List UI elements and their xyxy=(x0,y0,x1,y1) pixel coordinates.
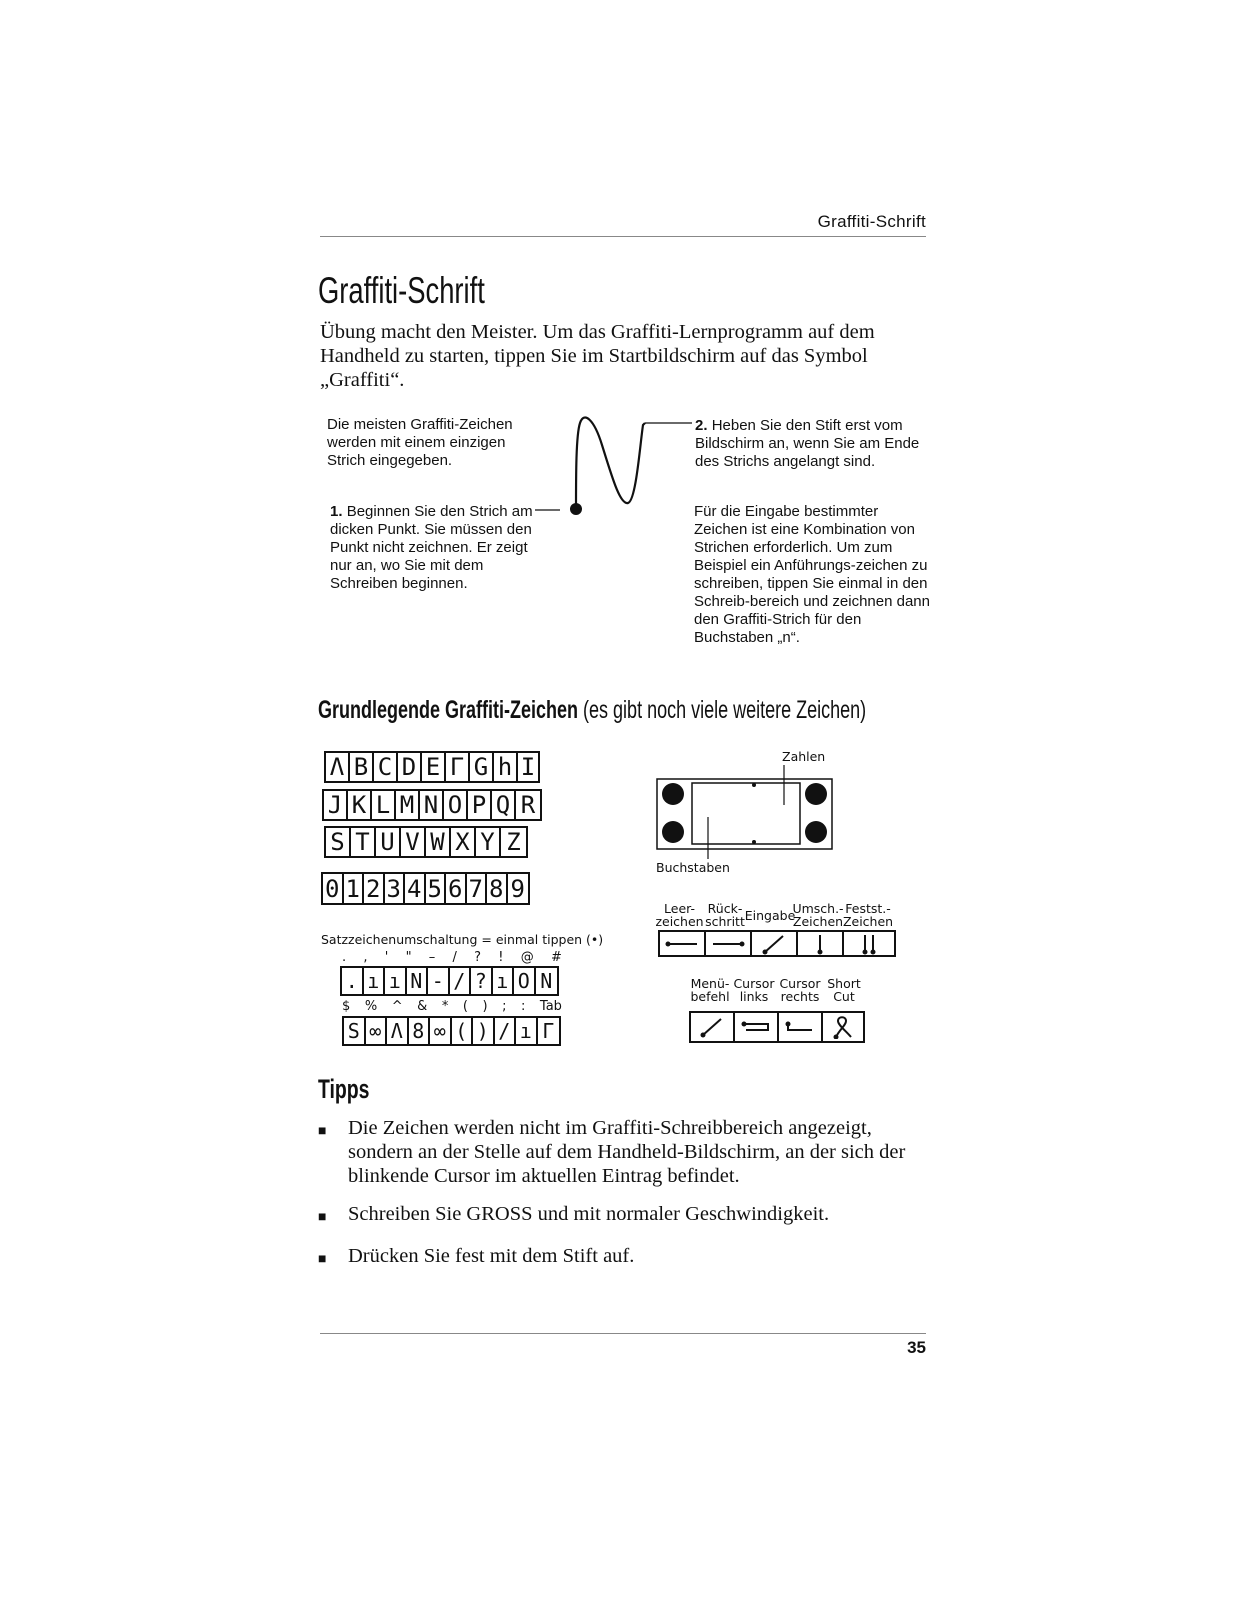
punct-label: ! xyxy=(498,950,504,965)
punctuation-shift-label: Satzzeichenumschaltung = einmal tippen (•) xyxy=(321,932,604,947)
glyph-cell: M xyxy=(396,791,420,819)
command-labels-2 xyxy=(688,977,864,1003)
punct-label: ; xyxy=(502,999,507,1014)
writing-area-diagram xyxy=(650,745,850,880)
punct-label: $ xyxy=(342,999,351,1014)
cmd-label: Rück- schritt xyxy=(705,901,745,929)
list-item xyxy=(318,1116,938,1188)
letters-label: Buchstaben xyxy=(656,860,730,875)
glyph-cell: 3 xyxy=(385,874,406,903)
glyph-cell: . xyxy=(342,968,364,994)
tips-heading: Tipps xyxy=(318,1074,370,1104)
glyph-cell: 4 xyxy=(405,874,426,903)
corner-dot-icon xyxy=(805,821,827,843)
glyph-cell: I xyxy=(520,753,536,781)
tip-text: Die Zeichen werden nicht im Graffiti-Schreibbereich angezeigt, sondern an der Stelle auf dem Handheld-Bildschirm, an der sich der blinkende Cursor im aktuellen Eintrag befindet. xyxy=(348,1117,906,1187)
glyph-cell: ∞ xyxy=(430,1018,452,1044)
square-bullet-icon: ■ xyxy=(318,1124,327,1139)
note-single-stroke: Die meisten Graffiti-Zeichen werden mit einem einzigen Strich eingegeben. xyxy=(327,416,513,469)
running-head: Graffiti-Schrift xyxy=(817,212,926,231)
glyph-cell: O xyxy=(514,968,536,994)
glyph-cell: Λ xyxy=(326,753,350,781)
punctuation-top-labels xyxy=(342,950,562,965)
glyph-cell: Λ xyxy=(387,1018,409,1044)
punct-label: ' xyxy=(384,950,389,965)
punct-label: – xyxy=(428,950,436,965)
cmd-label: Cursor links xyxy=(733,976,775,1004)
glyph-cell: L xyxy=(372,791,396,819)
punct-label: & xyxy=(417,999,428,1014)
punct-label: # xyxy=(550,950,562,965)
glyph-cell: 7 xyxy=(467,874,488,903)
punct-label: . xyxy=(342,950,347,965)
glyph-cell: 5 xyxy=(426,874,447,903)
glyph-cell: 2 xyxy=(364,874,385,903)
punct-label: : xyxy=(520,999,526,1014)
list-item xyxy=(318,1202,938,1230)
glyph-cell: 8 xyxy=(409,1018,431,1044)
glyph-cell: 1 xyxy=(344,874,365,903)
square-bullet-icon: ■ xyxy=(318,1252,327,1267)
glyph-cell: E xyxy=(422,753,446,781)
glyph-cell: Y xyxy=(476,828,501,856)
glyph-cell: B xyxy=(350,753,374,781)
page-number: 35 xyxy=(907,1338,926,1357)
glyph-cell: h xyxy=(494,753,518,781)
backspace-stroke-icon xyxy=(706,932,752,955)
glyph-cell: ∞ xyxy=(366,1018,388,1044)
command-labels-1 xyxy=(656,902,893,928)
n-stroke-diagram xyxy=(520,405,710,525)
glyph-cell: N xyxy=(407,968,429,994)
glyph-cell: G xyxy=(470,753,494,781)
footer-rule xyxy=(320,1333,926,1334)
glyph-cell: 0 xyxy=(323,874,344,903)
subheading-light: (es gibt noch viele weitere Zeichen) xyxy=(583,696,867,724)
cursor-right-stroke-icon xyxy=(779,1013,823,1041)
tips-list xyxy=(318,1116,938,1286)
glyph-row-digits xyxy=(321,872,530,905)
glyph-cell: / xyxy=(450,968,472,994)
cmd-label: Menü- befehl xyxy=(690,976,730,1004)
punct-label: , xyxy=(363,950,368,965)
corner-dot-icon xyxy=(662,821,684,843)
divider-mark-icon xyxy=(752,783,756,787)
punct-label: / xyxy=(452,950,457,965)
corner-dot-icon xyxy=(805,783,827,805)
numbers-label: Zahlen xyxy=(782,749,826,764)
cmd-label: Leer- zeichen xyxy=(655,901,704,929)
cmd-label: Cursor rechts xyxy=(779,976,821,1004)
glyph-cell: V xyxy=(401,828,426,856)
glyph-cell: N xyxy=(540,969,553,993)
glyph-cell: K xyxy=(348,791,372,819)
punctuation-bottom-labels xyxy=(342,999,562,1014)
menu-command-stroke-icon xyxy=(691,1013,735,1041)
punct-label: @ xyxy=(520,950,534,965)
note-step-1-text: Beginnen Sie den Strich am dicken Punkt. Sie müssen den Punkt nicht zeichnen. Er zeigt nur an, wo Sie mit dem Schreiben beginnen. xyxy=(330,503,533,592)
glyph-cell: D xyxy=(398,753,422,781)
glyph-cell: J xyxy=(324,791,348,819)
glyph-cell: Γ xyxy=(542,1019,555,1043)
note-step-2-number: 2. xyxy=(695,417,708,434)
start-dot-icon xyxy=(570,503,582,515)
section-heading-basic-characters xyxy=(318,696,866,725)
glyph-cell: S xyxy=(326,828,351,856)
glyph-cell: / xyxy=(495,1018,517,1044)
punct-label: ( xyxy=(462,999,468,1014)
glyph-cell: U xyxy=(376,828,401,856)
tip-text: Schreiben Sie GROSS und mit normaler Geschwindigkeit. xyxy=(348,1203,830,1225)
cmd-label: Festst.- Zeichen xyxy=(842,901,894,929)
glyph-cell: Z xyxy=(506,828,521,856)
glyph-cell: P xyxy=(468,791,492,819)
glyph-cell: ? xyxy=(471,968,493,994)
intro-paragraph: Übung macht den Meister. Um das Graffiti-Lernprogramm auf dem Handheld zu starten, tippen Sie im Startbildschirm auf das Symbol „Graffiti“. xyxy=(320,321,875,391)
cmd-label: Eingabe xyxy=(744,908,796,923)
punct-label: ^ xyxy=(391,999,403,1014)
glyph-cell: ı xyxy=(364,968,386,994)
corner-dot-icon xyxy=(662,783,684,805)
note-step-1-number: 1. xyxy=(330,503,343,520)
punctuation-row-2 xyxy=(342,1016,561,1046)
glyph-cell: ı xyxy=(493,968,515,994)
tip-text: Drücken Sie fest mit dem Stift auf. xyxy=(348,1245,635,1267)
glyph-cell: X xyxy=(451,828,476,856)
n-stroke-path xyxy=(576,418,645,509)
punct-label: ? xyxy=(474,950,482,965)
header-rule xyxy=(320,236,926,237)
punctuation-row-1 xyxy=(340,966,559,996)
caps-lock-stroke-icon xyxy=(844,932,894,955)
note-step-2 xyxy=(695,417,935,471)
square-bullet-icon: ■ xyxy=(318,1210,327,1225)
command-row-2 xyxy=(689,1011,865,1043)
cmd-label: Umsch.- Zeichen xyxy=(792,901,844,929)
writing-area-outline xyxy=(657,779,832,849)
glyph-cell: Γ xyxy=(446,753,470,781)
glyph-cell: T xyxy=(351,828,376,856)
cursor-left-stroke-icon xyxy=(735,1013,779,1041)
page-title: Graffiti-Schrift xyxy=(318,270,485,311)
glyph-cell: R xyxy=(520,791,536,819)
glyph-cell: ı xyxy=(385,968,407,994)
glyph-cell: W xyxy=(426,828,451,856)
glyph-cell: Q xyxy=(492,791,516,819)
punct-label: " xyxy=(405,950,412,965)
note-step-1 xyxy=(330,503,540,593)
space-stroke-icon xyxy=(660,932,706,955)
glyph-row-j-r xyxy=(322,789,542,821)
glyph-row-s-z xyxy=(324,826,528,858)
glyph-cell: 6 xyxy=(446,874,467,903)
glyph-cell: 9 xyxy=(510,874,525,903)
note-step-2-text: Heben Sie den Stift erst vom Bildschirm an, wenn Sie am Ende des Strichs angelangt sind. xyxy=(695,417,920,470)
punct-label: ) xyxy=(482,999,488,1014)
glyph-cell: C xyxy=(374,753,398,781)
glyph-cell: ( xyxy=(452,1018,474,1044)
shift-stroke-icon xyxy=(798,932,844,955)
note-combination: Für die Eingabe bestimmter Zeichen ist eine Kombination von Strichen erforderlich. Um zum Beispiel ein Anführungs-zeichen zu schreiben, tippen Sie einmal in den Schreib-bereich und zeichnen dann den Graffiti-Strich für den Buchstaben „n“. xyxy=(694,503,930,646)
shortcut-stroke-icon xyxy=(823,1013,863,1041)
enter-stroke-icon xyxy=(752,932,798,955)
punct-label: Tab xyxy=(539,999,562,1014)
glyph-cell: 8 xyxy=(487,874,508,903)
punct-label: % xyxy=(364,999,378,1014)
glyph-cell: S xyxy=(344,1018,366,1044)
glyph-cell: - xyxy=(428,968,450,994)
divider-mark-icon xyxy=(752,840,756,844)
glyph-row-a-i xyxy=(324,751,540,783)
punct-label: * xyxy=(441,999,449,1014)
glyph-cell: ) xyxy=(473,1018,495,1044)
command-row-1 xyxy=(658,930,896,957)
list-item xyxy=(318,1244,938,1272)
glyph-cell: O xyxy=(444,791,468,819)
glyph-cell: N xyxy=(420,791,444,819)
subheading-bold: Grundlegende Graffiti-Zeichen xyxy=(318,696,579,724)
cmd-label: Short Cut xyxy=(827,976,861,1004)
glyph-cell: ı xyxy=(516,1018,538,1044)
